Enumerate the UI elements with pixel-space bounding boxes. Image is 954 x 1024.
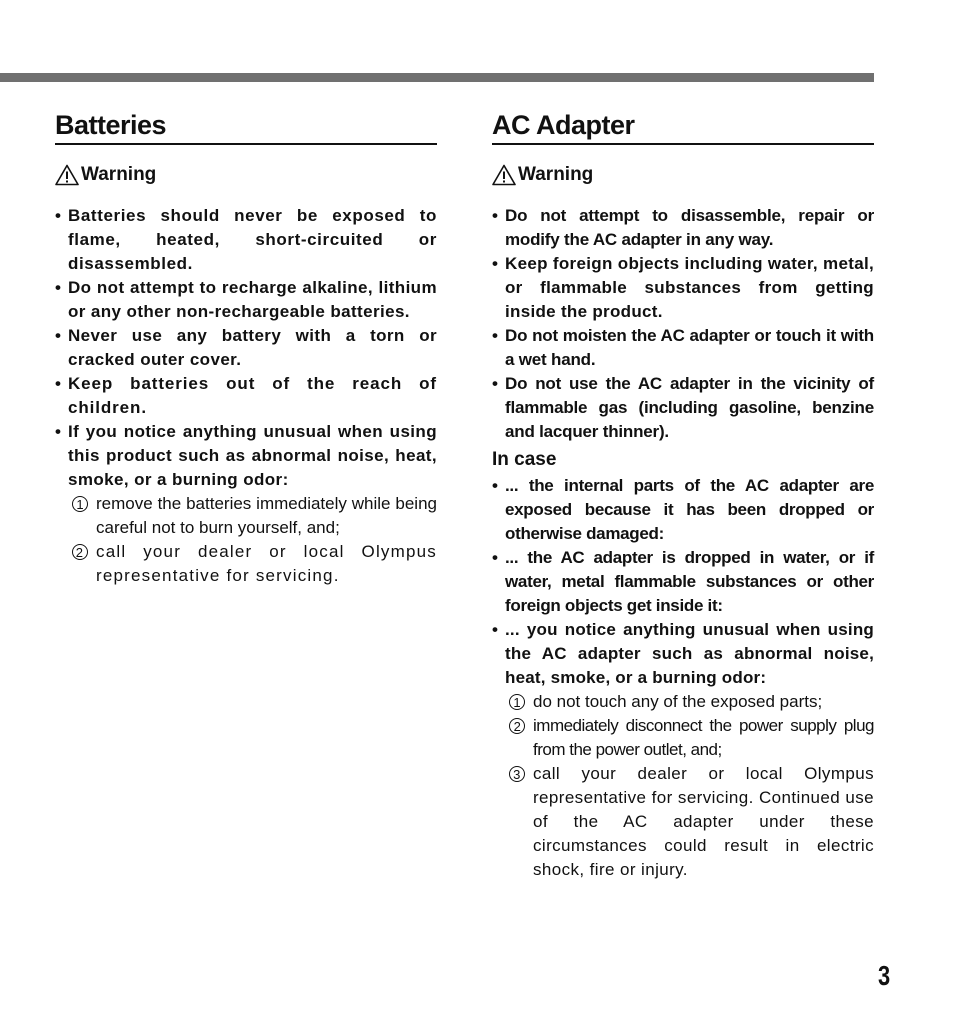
batteries-warning-label: Warning [81, 164, 157, 185]
step-item: 3 call your dealer or local Olympus representative for servicing. Continued use of the AC adapter under these circumstances could result in electric shock, fire or injury. [505, 762, 874, 882]
list-item: • Keep foreign objects including water, metal, or flammable substances from getting inside the product. [492, 254, 874, 321]
ac-adapter-warning-heading [492, 163, 874, 187]
circled-number: 2 [509, 718, 525, 734]
bullet-icon: • [492, 326, 498, 345]
bullet-icon: • [492, 548, 498, 567]
bullet-icon: • [55, 422, 62, 441]
bullet-icon: • [55, 374, 62, 393]
warning-triangle-icon [492, 164, 516, 186]
ac-adapter-warning-label: Warning [518, 164, 594, 185]
list-item: • ... the AC adapter is dropped in water, or if water, metal flammable substances or other foreign objects get inside it: [492, 548, 874, 615]
batteries-section [55, 108, 437, 588]
in-case-heading: In case [492, 449, 557, 470]
warning-triangle-icon [55, 164, 79, 186]
bullet-icon: • [492, 254, 499, 273]
list-item: • Do not use the AC adapter in the vicinity of flammable gas (including gasoline, benzine and lacquer thinner). [492, 374, 874, 441]
bullet-icon: • [492, 620, 499, 639]
bullet-icon: • [492, 206, 498, 225]
ac-adapter-steps [505, 690, 874, 882]
in-case-list [492, 474, 874, 690]
circled-number: 2 [72, 544, 88, 560]
list-item: • Do not attempt to recharge alkaline, lithium or any other non-rechargeable batteries. [55, 278, 437, 321]
bullet-icon: • [55, 206, 62, 225]
step-item: 2 immediately disconnect the power supply plug from the power outlet, and; [505, 714, 874, 762]
list-item: • ... you notice anything unusual when using the AC adapter such as abnormal noise, heat, smoke, or a burning odor: [492, 620, 874, 687]
circled-number: 3 [509, 766, 525, 782]
bullet-icon: • [492, 374, 498, 393]
list-item: • Never use any battery with a torn or cracked outer cover. [55, 326, 437, 369]
bullet-icon: • [492, 476, 498, 495]
list-item: • Batteries should never be exposed to flame, heated, short-circuited or disassembled. [55, 206, 437, 273]
list-item: • ... the internal parts of the AC adapter are exposed because it has been dropped or otherwise damaged: [492, 476, 874, 543]
ac-adapter-title: AC Adapter [492, 108, 874, 145]
batteries-title: Batteries [55, 108, 437, 145]
page-number: 3 [878, 960, 891, 991]
list-item: • Keep batteries out of the reach of children. [55, 374, 437, 417]
batteries-warning-list [55, 204, 437, 492]
top-rule [0, 73, 874, 82]
step-item: 1 remove the batteries immediately while being careful not to burn yourself, and; [68, 492, 437, 540]
bullet-icon: • [55, 326, 62, 345]
ac-adapter-section [492, 108, 874, 882]
step-item: 2 call your dealer or local Olympus representative for servicing. [68, 540, 437, 588]
batteries-warning-heading [55, 163, 437, 187]
step-item: 1 do not touch any of the exposed parts; [505, 690, 874, 714]
circled-number: 1 [72, 496, 88, 512]
list-item: • Do not moisten the AC adapter or touch it with a wet hand. [492, 326, 874, 369]
list-item: • If you notice anything unusual when using this product such as abnormal noise, heat, smoke, or a burning odor: [55, 422, 437, 489]
list-item: • Do not attempt to disassemble, repair or modify the AC adapter in any way. [492, 206, 874, 249]
ac-adapter-warning-list [492, 204, 874, 444]
batteries-steps [68, 492, 437, 588]
bullet-icon: • [55, 278, 62, 297]
circled-number: 1 [509, 694, 525, 710]
